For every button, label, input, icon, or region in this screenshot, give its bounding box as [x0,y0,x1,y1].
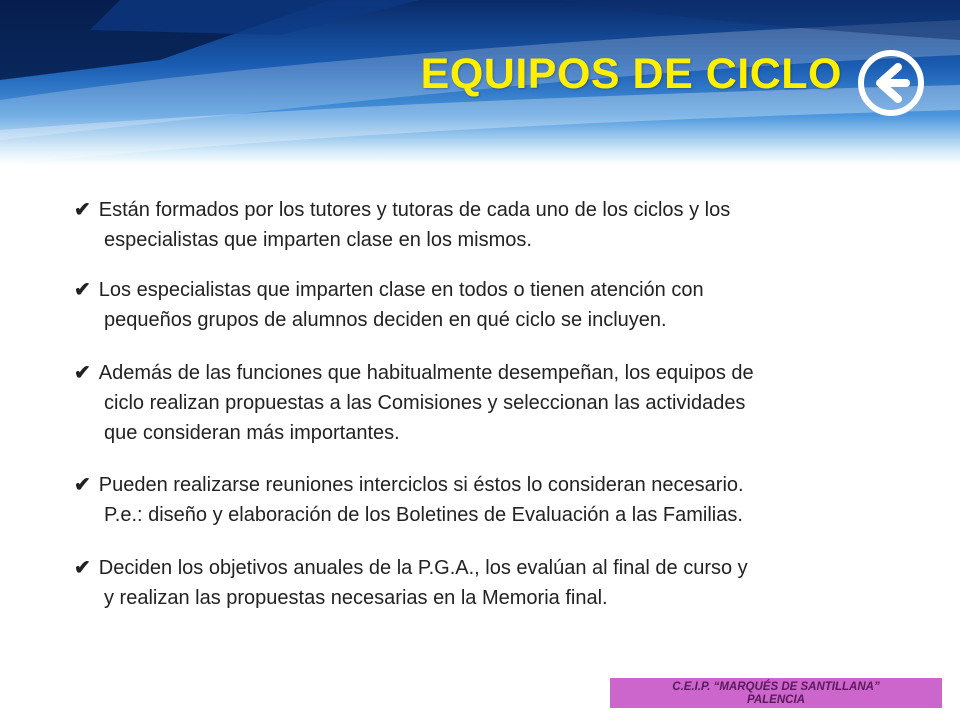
checkmark-icon: ✔ [74,362,91,384]
back-arrow-circle-icon[interactable] [856,48,926,118]
bullet-item: ✔ Están formados por los tutores y tutoras de cada uno de los ciclos y los especialistas que imparten clase en los mismos. [74,195,894,255]
bullet-item: ✔ Los especialistas que imparten clase en todos o tienen atención con pequeños grupos de alumnos deciden en qué ciclo se incluyen. [74,275,894,335]
footer-school-name: C.E.I.P. “MARQUÉS DE SANTILLANA” [672,681,880,693]
footer-city: PALENCIA [747,694,805,706]
page-title: EQUIPOS DE CICLO [420,50,842,98]
bullet-item: ✔ Además de las funciones que habitualmente desempeñan, los equipos de ciclo realizan propuestas a las Comisiones y seleccionan las actividades que consideran más importantes. [74,358,894,448]
checkmark-icon: ✔ [74,474,91,496]
school-footer-banner [610,678,942,708]
checkmark-icon: ✔ [74,279,91,301]
checkmark-icon: ✔ [74,557,91,579]
bullet-item: ✔ Pueden realizarse reuniones interciclos si éstos lo consideran necesario. P.e.: diseño y elaboración de los Boletines de Evaluación a las Familias. [74,470,894,530]
bullet-item: ✔ Deciden los objetivos anuales de la P.G.A., los evalúan al final de curso y y realizan las propuestas necesarias en la Memoria final. [74,553,894,613]
checkmark-icon: ✔ [74,199,91,221]
